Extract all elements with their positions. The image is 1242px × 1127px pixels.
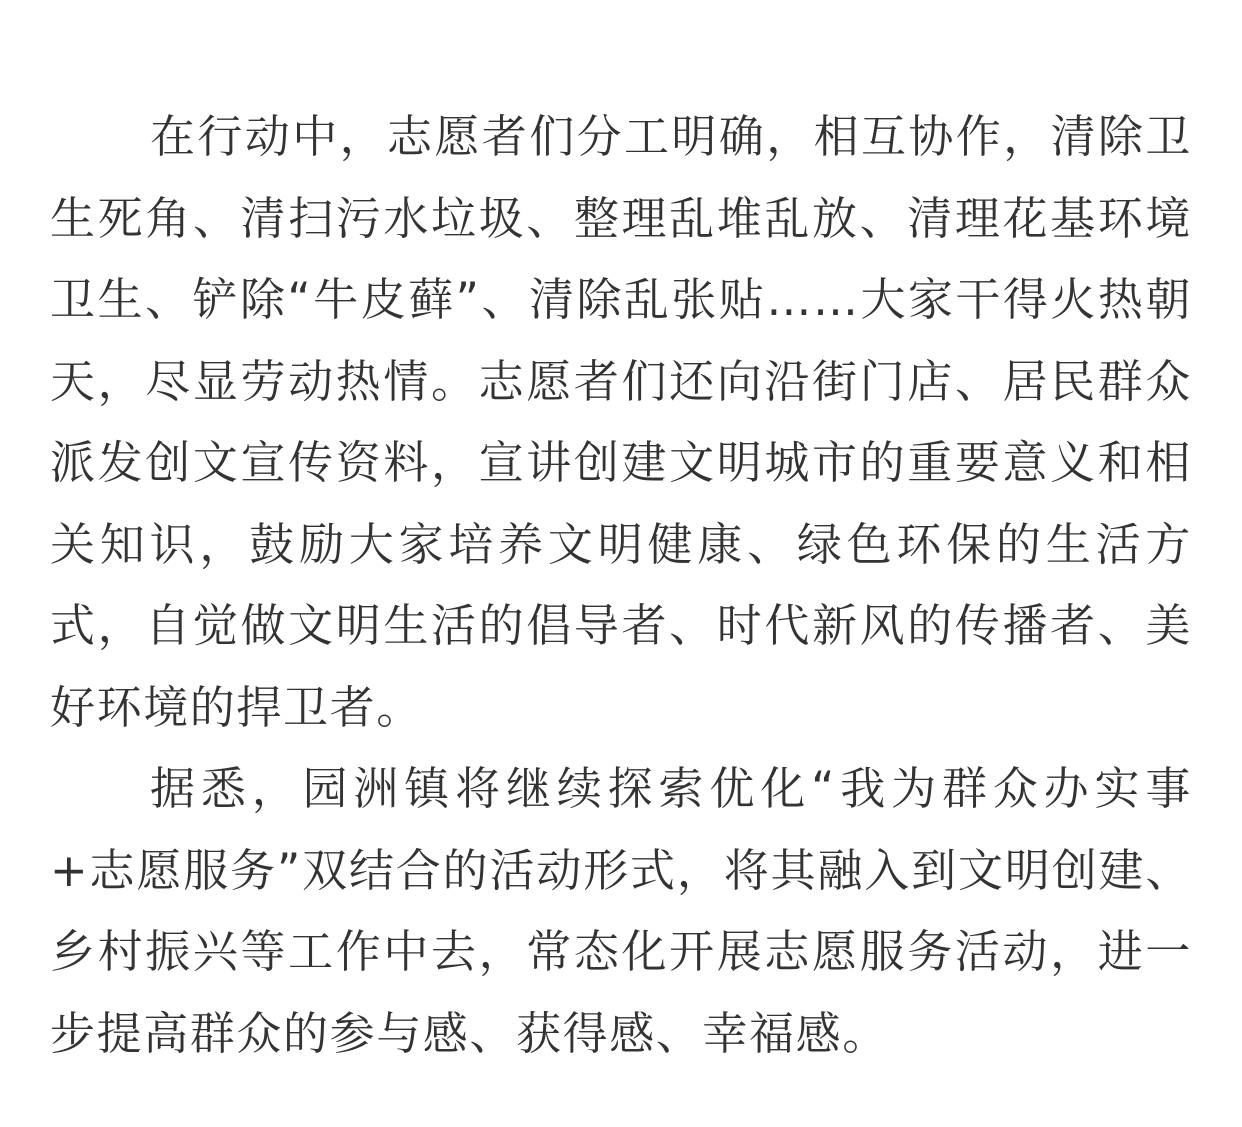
paragraph: 据悉，园洲镇将继续探索优化“我为群众办实事+志愿服务”双结合的活动形式，将其融入到文明创建、乡村振兴等工作中去，常态化开展志愿服务活动，进一步提高群众的参与感、获得感、幸福感。 — [50, 762, 1192, 1060]
article-body — [50, 96, 1192, 1074]
paragraph: 在行动中，志愿者们分工明确，相互协作，清除卫生死角、清扫污水垃圾、整理乱堆乱放、清理花基环境卫生、铲除“牛皮藓”、清除乱张贴……大家干得火热朝天，尽显劳动热情。志愿者们还向沿街门店、居民群众派发创文宣传资料，宣讲创建文明城市的重要意义和相关知识，鼓励大家培养文明健康、绿色环保的生活方式，自觉做文明生活的倡导者、时代新风的传播者、美好环境的捍卫者。 — [50, 110, 1192, 734]
